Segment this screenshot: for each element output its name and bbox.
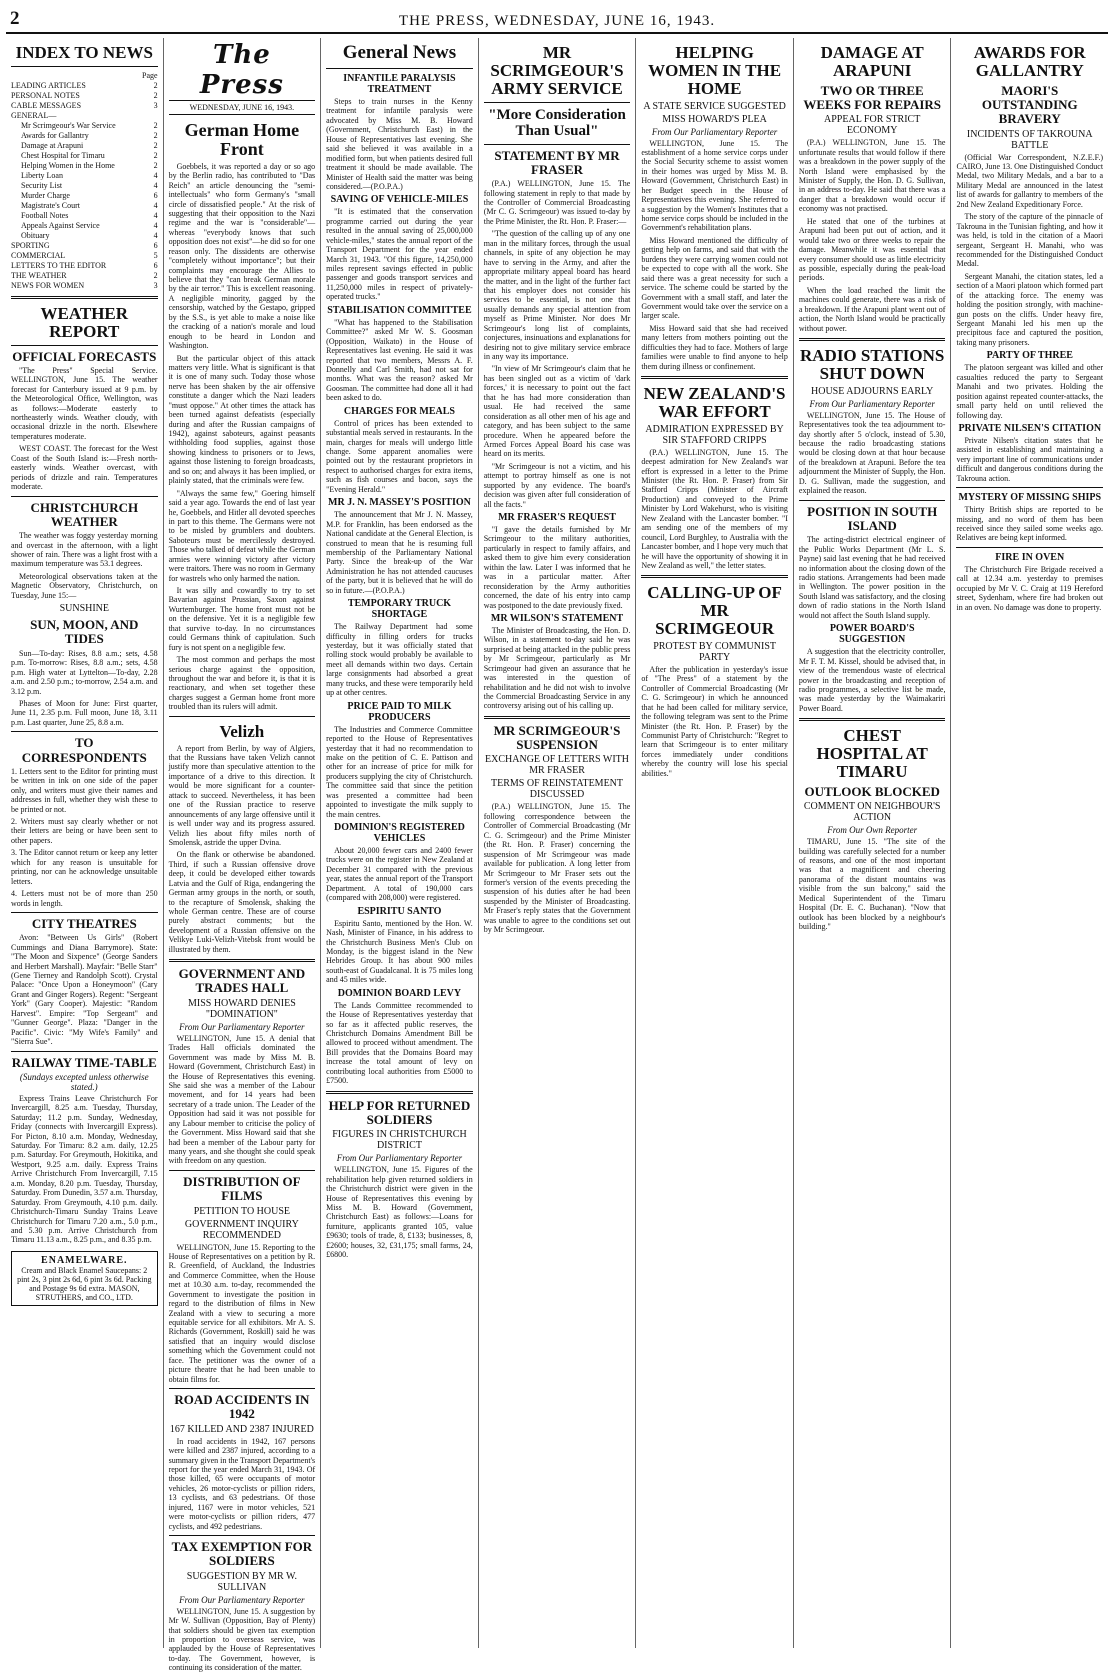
correspondents-item: 4. Letters must not be of more than 250 words in length. [11, 889, 158, 908]
news-item-heading: PRICE PAID TO MILK PRODUCERS [347, 700, 452, 723]
fraser-statement-paragraph: "Mr Scrimgeour is not a victim, and his attempt to portray himself as one is not supported by any evidence. The board's decision was given after full consideration of all the facts." [483, 461, 631, 509]
index-title: INDEX TO NEWS [15, 43, 153, 62]
column-3 [321, 38, 479, 1648]
returned-soldiers-subtitle: FIGURES IN CHRISTCHURCH DISTRICT [332, 1129, 467, 1152]
distribution-title: DISTRIBUTION OF FILMS [183, 1173, 301, 1204]
arapuni-paragraph: (P.A.) WELLINGTON, June 15. The unfortunate results that would follow if there was a breakdown in the power supply of the North Island were emphasised by the Minister of Supply, the Hon. D. G. Sullivan, in an address to-day. He said that there was a danger that a breakdown would occur if economy was not practised. [798, 138, 946, 214]
velizh-title: Velizh [219, 721, 265, 741]
correspondents-title: TO CORRESPONDENTS [21, 735, 147, 765]
returned-soldiers-title: HELP FOR RETURNED SOLDIERS [328, 1097, 471, 1127]
arapuni-subtitle: TWO OR THREE WEEKS FOR REPAIRS [803, 82, 942, 112]
newspaper-logo: The Press [169, 40, 316, 101]
helping-women-subtitle-2: MISS HOWARD'S PLEA [662, 113, 767, 125]
missing-ships-body: Thirty British ships are reported to be missing, and no word of them has been received since they sailed some weeks ago. Relatives are being kept informed. [956, 505, 1104, 543]
government-body: WELLINGTON, June 15. A denial that Trades Hall officials dominated the Government was made by Miss M. B. Howard (Government, Christchurch East) in the House of Representatives this evening. She said she was a member of the Labour movement, and for 14 years had been secretary of a trade union. The Leader of the Opposition had said it was not possible for any Labour member to criticise the policy of the Government. Miss Howard said that she had been a member of the Labour party for many years, and she thought she could speak with freedom on any question. [168, 1033, 316, 1166]
south-island-title: POSITION IN SOUTH ISLAND [807, 503, 938, 533]
gallantry-title: AWARDS FOR GALLANTRY [973, 43, 1086, 80]
theatres-body: Avon: "Between Us Girls" (Robert Cummings and Diana Barrymore). State: "The Moon and Sixpence" (George Sanders and Herbert Marshall). Mayfair: "Belle Starr" (Gene Tierney and Randolph Scott). Crystal Palace: "Once Upon a Honeymoon" (Cary Grant and Ginger Rogers). Regent: "Sergeant York" (Gary Cooper). Majestic: "Random Harvest". Empire: "Top Sergeant" and "Gunner George". Plaza: "Danger in the Pacific". Civic: "My Wife's Family" and "Sierra Sue". [11, 933, 158, 1047]
chch-weather-title: CHRISTCHURCH WEATHER [30, 499, 139, 529]
masthead-title: THE PRESS, WEDNESDAY, JUNE 16, 1943. [398, 13, 716, 29]
returned-soldiers-byline: From Our Parliamentary Reporter [336, 1153, 463, 1164]
theatres-title: CITY THEATRES [31, 915, 137, 931]
fraser-request-body: "I gave the details furnished by Mr Scrimgeour to the military authorities, particularly in respect to family affairs, and asked them to give him every consideration within the law. Later I was informed that he was in a particular matter. After reconsideration by the Army authorities concerned, the date of his entry into camp was postponed to the date previously fixed. [483, 525, 631, 610]
index-row: COMMERCIAL 5 [11, 250, 158, 260]
index-row: Murder Charge 6 [21, 190, 158, 200]
railway-title: RAILWAY TIME-TABLE [11, 1054, 157, 1070]
fire-in-oven-heading: FIRE IN OVEN [995, 551, 1065, 563]
fire-in-oven-body: The Christchurch Fire Brigade received a call at 12.34 a.m. yesterday to premises occupied by Mr V. C. Craig at 119 Hereford street, Sydenham, where fire had broken out in an oven. No damage was done to property. [956, 564, 1104, 612]
news-item-heading: DOMINION BOARD LEVY [337, 987, 462, 999]
news-item-body: The announcement that Mr J. N. Massey, M.P. for Franklin, has been endorsed as the National candidate at the General Election, is construed to mean that he is resuming full membership of the Parliamentary National Party. Since the break-up of the War Administration he has not attended caucuses of the party, but it is believed that he will do so in future.—(P.O.P.A.) [326, 510, 473, 595]
arapuni-title: DAMAGE AT ARAPUNI [820, 43, 924, 80]
railway-body: Express Trains Leave Christchurch For Invercargill, 8.25 a.m. Tuesday, Thursday, Saturday; 11.2 p.m. Sunday, Wednesday, Friday (connects with Invercargill Express). For Picton, 8.10 a.m. Monday, Wednesday, Saturday. For Timaru: 8.2 a.m. daily, 12.25 p.m. Saturday. For Greymouth, Hokitika, and Westport, 9.25 a.m. daily. Express Trains Arrive Christchurch From Invercargill, 7.15 a.m. Monday, 8.20 p.m. Tuesday, Thursday, Saturday. From Dunedin, 3.57 a.m. Thursday, Saturday. From Greymouth, 4.10 p.m. daily. Christchurch-Timaru Sunday Trains Leave Christchurch for Timaru 7.20 a.m., 5.0 p.m., and 5.30 p.m. Arrive Christchurch from Timaru 11.13 a.m., 8.25 p.m., and 8.35 p.m. [11, 1093, 158, 1245]
column-1 [6, 38, 164, 1648]
column-6 [794, 38, 952, 1648]
scrimgeour-quote: "More Consideration Than Usual" [488, 106, 626, 140]
radio-stations-subtitle: HOUSE ADJOURNS EARLY [811, 385, 934, 397]
index-row: Liberty Loan 4 [21, 170, 158, 180]
correspondents-item: 3. The Editor cannot return or keep any letter which for any reason is unsuitable for printing, nor can he acknowledge unsuitable letters. [11, 848, 158, 886]
editorial-paragraph: "Always the same few," Goering himself said a year ago. Towards the end of last year he, Goebbels, and Hitler all devoted speeches in part to this theme. The Germans were not to be misled by grumblers and doubters. Saboteurs must be mercilessly destroyed. Those who talked of defeat while the German armies were winning victory after victory were traitors. There was no room in Germany for wastrels who only harmed the nation. [168, 488, 316, 583]
road-accidents-subtitle: 167 KILLED AND 2387 INJURED [169, 1423, 314, 1435]
helping-women-byline: From Our Parliamentary Reporter [651, 126, 778, 137]
index-row: LETTERS TO THE EDITOR 6 [11, 260, 158, 270]
fraser-statement-paragraph: "The question of the calling up of any one man in the military forces, through the usual channels, in spite of any objection he may have to serving in the Army, and after the appropriate military appeal board has heard the matter, and in the light of the further fact that his employer does not consider his services to be essential, is not one that usually demands any special attention from myself as Prime Minister. Nor does Mr Scrimgeour's long list of complaints, conjectures, insinuations and explanations for desiring not to give military service embrace in any way its importance. [483, 229, 631, 361]
gallantry-paragraph: The story of the capture of the pinnacle of Takrouna in the Tunisian fighting, and how it was held, is told in the citation of a Maori sergeant, Sergeant H. Manahi, who was recommended for the Distinguished Conduct Medal. [956, 212, 1104, 269]
war-effort-subtitle: ADMIRATION EXPRESSED BY SIR STAFFORD CRIPPS [645, 423, 784, 446]
south-island-body: The acting-district electrical engineer of the Public Works Department (Mr L. S. Payne) said last evening that he had received no information about the closing down of the radio stations. Arrangements had been made in Wellington. The power position in the South Island was satisfactory, and the closing down of radio stations in the North Island would not affect the South Island supply. [798, 535, 946, 620]
wilson-statement-body: The Minister of Broadcasting, the Hon. D. Wilson, in a statement to-day said he was surprised at being attacked in the public press by Mr Scrimgeour, particularly as Mr Scrimgeour had given an assurance that he was interested in the question of rehabilitation and he did not wish to involve the Commercial Broadcasting Service in any controversy arising out of his calling up. [483, 625, 631, 711]
fraser-statement-paragraph: (P.A.) WELLINGTON, June 15. The following statement in reply to that made by the Controller of Commercial Broadcasting (Mr C. G. Scrimgeour) was issued to-day by the Prime Minister, the Rt. Hon. P. Fraser:— [483, 179, 631, 226]
index-row: Awards for Gallantry 2 [21, 130, 158, 140]
news-item-body: The Lands Committee recommended to the House of Representatives yesterday that so far as it affected public reserves, the Christchurch Domains Amendment Bill be allowed to proceed without amendment. The Bill provides that the Domains Board may increase the total amount of levy on contributing local authorities from £5000 to £7500. [326, 1000, 473, 1086]
dateline: WEDNESDAY, JUNE 16, 1943. [169, 103, 316, 115]
index-row: Security List 4 [21, 180, 158, 190]
ad-title: ENAMELWARE. [41, 1254, 128, 1266]
government-title: GOVERNMENT AND TRADES HALL [178, 966, 306, 996]
missing-ships-heading: MYSTERY OF MISSING SHIPS [958, 492, 1102, 504]
war-effort-title: NEW ZEALAND'S WAR EFFORT [643, 384, 786, 421]
arapuni-paragraph: When the load reached the limit the machines could generate, there was a risk of a breakdown. If the Arapuni plant went out of action, the North Island would be practically without power. [798, 285, 946, 333]
index-list: Page LEADING ARTICLES 2 PERSONAL NOTES 2 CABLE MESSAGES 3 GENERAL— Mr Scrimgeour's War Service 2 Awards for Gallantry 2 Damage at Arapuni 2 Chest Hospital for Timaru 2 Helping Women in the Home 2 Liberty Loan 4 Security List 4 Murder Charge 6 Magistrate's Court 4 Football Notes 4 Appeals Against Service 4 Obituary 4 SPORTING 6 COMMERCIAL 5 LETTERS TO THE EDITOR 6 THE WEATHER 2 NEWS FOR WOMEN 3 [11, 70, 158, 290]
chch-observations: Meteorological observations taken at the Magnetic Observatory, Christchurch, on Tuesday, June 15:— [11, 571, 158, 600]
news-item-body: Control of prices has been extended to substantial meals served in restaurants. In the main, charges for meals will undergo little change. Some apparent anomalies were pointed out by the restaurant proprietors in respect to authorised charges for extra items, such as fish courses and bacon, says the "Evening Herald." [326, 418, 473, 494]
calling-up-subtitle: PROTEST BY COMMUNIST PARTY [653, 640, 776, 663]
news-item-heading: ESPIRITU SANTO [357, 905, 442, 917]
war-effort-body: (P.A.) WELLINGTON, June 15. The deepest admiration for New Zealand's war effort is expressed in a letter to the Prime Minister (the Rt. Hon. P. Fraser) from Sir Stafford Cripps (Minister of Aircraft Production) and conveyed to the Prime Minister by Lord Wakehurst, who is visiting New Zealand with the Lancaster bomber. "I am sending one of the members of my council, Lord Burghley, to Australia with the Lancaster bomber, and I hope very much that he will have the opportunity of showing it in New Zealand as well," the letter states. [641, 447, 788, 570]
index-row: Football Notes 4 [21, 210, 158, 220]
chch-weather-body: The weather was foggy yesterday morning and overcast in the afternoon, with a light shower of rain. There was a light frost with a maximum temperature was 53.1 degrees. [11, 531, 158, 569]
suspension-subtitle: EXCHANGE OF LETTERS WITH MR FRASER [485, 754, 630, 777]
news-item-body: "What has happened to the Stabilisation Committee?" asked Mr W. S. Goosman (Opposition, Waikato) in the House of Representatives last evening. He said it was reported that two members, Messrs A. F. Donnelly and Carl Smith, had not sat for months. What was the reason? asked Mr Goosman. The committee had done all it had been asked to do. [326, 317, 473, 403]
arapuni-paragraph: He stated that one of the turbines at Arapuni had been put out of action, and it would take two or three weeks to repair the damage. Meanwhile it was essential that every consumer should use as little electricity as possible, especially during the peak-load periods. [798, 216, 946, 283]
editorial-paragraph: It was silly and cowardly to try to set Bavarian against Prussian, Saxon against Wurtemburger. The home front must not be on the defensive. Yet it is a negligible few that survive to-day. In no circumstances could Germans think of capitulation. Such fury is not spent on a negligible few. [168, 586, 316, 652]
news-item-body: About 20,000 fewer cars and 2400 fewer trucks were on the register in New Zealand at December 31 compared with the previous year, states the annual report of the Transport Department. A total of 190,000 cars (compared with 208,000) were registered. [326, 846, 473, 903]
ad-body: Cream and Black Enamel Saucepans: 2 pint 2s, 3 pint 2s 6d, 6 pint 3s 6d. Packing and Postage 9s 6d extra. MASON, STRUTHERS, and CO., LTD. [17, 1265, 152, 1302]
editorial-title: German Home Front [184, 120, 300, 159]
tax-exemption-subtitle: SUGGESTION BY MR W. SULLIVAN [186, 1570, 297, 1593]
tax-exemption-title: TAX EXEMPTION FOR SOLDIERS [171, 1539, 313, 1569]
news-item-body: "It is estimated that the conservation programme carried out during the year resulted in the annual saving of 25,000,000 vehicle-miles," states the annual report of the Transport Department for the year ended March 31, 1943. "Of this figure, 14,250,000 miles represent savings effected in public passenger and goods transport services and 11,250,000 miles in respect of privately-operated trucks." [326, 207, 473, 302]
news-item-body: Steps to train nurses in the Kenny treatment for infantile paralysis were advocated by Miss M. B. Howard (Government, Christchurch East) in the House of Representatives last evening. She said she believed it was available in a modified form, but when patients desired full treatment it should be made available. The Minister of Health said the matter was being considered.—(P.O.P.A.) [326, 97, 473, 191]
masthead [6, 10, 1108, 34]
news-item-body: The Industries and Commerce Committee reported to the House of Representatives yesterday that it had no recommendation to make on the petition of C. E. Pattison and other for an increase of price for milk for producers supplying the city of Christchurch. The committee said that since the petition was presented a committee had been appointed to investigate the milk supply to the main centres. [326, 724, 473, 819]
power-board-heading: POWER BOARD'S SUGGESTION [829, 623, 915, 646]
chest-hospital-body: TIMARU, June 15. "The site of the building was carefully selected for a number of reasons, and one of the most important was that a magnificent and cheering panorama of the distant mountains was visible from the sun balcony," said the Medical Superintendent of the Timaru Hospital (Dr. E. C. Buchanan). "Now that outlook has been blocked by a neighbour's building." [798, 837, 946, 932]
sun-moon-title: SUN, MOON, AND TIDES [30, 617, 139, 647]
index-row: GENERAL— [11, 110, 57, 120]
fraser-request-heading: MR FRASER'S REQUEST [498, 512, 616, 523]
enamelware-ad [11, 1251, 158, 1306]
forecast-title: OFFICIAL FORECASTS [12, 348, 157, 364]
news-item-body: The Railway Department had some difficulty in filling orders for trucks yesterday, but it was officially stated that rolling stock would probably be available to meet all demands within two days. Certain large consignments had absorbed a great many trucks, and these were temporarily held up at other centres. [326, 622, 473, 698]
distribution-subtitle: PETITION TO HOUSE [193, 1205, 291, 1217]
index-row: THE WEATHER 2 [11, 270, 158, 280]
party-of-three-body: The platoon sergeant was killed and other casualties reduced the party to Sergeant Manahi and two privates. Holding the position against repeated counter-attacks, the small party held on until relieved the following day. [956, 363, 1104, 420]
helping-women-paragraph: Miss Howard said that she had received many letters from mothers pointing out the difficulties they had to face. Mothers of large families were unable to find anyone to help them during illness or confinement. [641, 323, 788, 371]
index-row: NEWS FOR WOMEN 3 [11, 280, 158, 290]
nilsen-body: Private Nilsen's citation states that he assisted in establishing and maintaining a very important line of communications under difficult and dangerous conditions during the Takrouna action. [956, 435, 1104, 483]
news-item-heading: TEMPORARY TRUCK SHORTAGE [347, 598, 452, 621]
road-accidents-body: In road accidents in 1942, 167 persons were killed and 2387 injured, according to a summary given in the Transport Department's report for the year ended March 31, 1943. Of those killed, 65 were occupants of motor vehicles, 26 motor-cyclists or pillion riders, 13 cyclists, and 63 pedestrians. Of those injured, 1167 were in motor vehicles, 521 were motor-cyclists or pillion riders, 477 cyclists, and 492 pedestrians. [168, 1436, 316, 1531]
arapuni-subtitle-2: APPEAL FOR STRICT ECONOMY [824, 114, 921, 137]
index-row: Helping Women in the Home 2 [21, 160, 158, 170]
index-row: Obituary 4 [21, 230, 158, 240]
news-item-heading: STABILISATION COMMITTEE [327, 304, 472, 316]
radio-stations-byline: From Our Parliamentary Reporter [809, 398, 935, 409]
news-item-heading: DOMINION'S REGISTERED VEHICLES [334, 822, 465, 844]
index-row: Mr Scrimgeour's War Service 2 [21, 120, 158, 130]
helping-women-subtitle: A STATE SERVICE SUGGESTED [643, 100, 786, 112]
government-byline: From Our Parliamentary Reporter [179, 1021, 305, 1032]
news-item-heading: CHARGES FOR MEALS [343, 405, 455, 417]
column-2 [164, 38, 322, 1673]
column-5 [636, 38, 794, 1648]
velizh-body-continued: On the flank or otherwise be abandoned. Third, if such a Russian offensive drove deep, it could be developed either towards Latvia and the Gulf of Riga, endangering the German army groups in the north, or south, to the recapture of Smolensk, shaking the whole German centre. These are of course purely abstract comments; but the development of a Russian offensive on the Velikye Luki-Velizh-Vitebsk front would be illustrated by them. [168, 850, 316, 954]
moon-phases: Phases of Moon for June: First quarter, June 11, 2.35 p.m. Full moon, June 18, 3.11 p.m. Last quarter, June 25, 8.8 a.m. [11, 698, 158, 727]
radio-stations-body: WELLINGTON, June 15. The House of Representatives took the tea adjournment to-day shortly after 5 o'clock, instead of 5.30, because the radio broadcasting stations would be closing down at that hour because of the breakdown at Arapuni. Before the tea adjournment the Minister of Supply, the Hon. D. G. Sullivan, made the suggestion, and explained the reason. [798, 410, 946, 496]
gallantry-subtitle: MAORI'S OUTSTANDING BRAVERY [981, 82, 1078, 127]
editorial-paragraph: But the particular object of this attack matters very little. What is significant is that it is one of many such. Today those whose nerve has been shaken by the air offensive constitute a danger which the Nazi leaders "must oppose." At other times the attack has been turned against defeatists (especially during and after the Russian campaigns of 1942), against saboteurs, against peasants withholding food supplies, against those showing kindness to prisoners or to Jews, against those listening to foreign broadcasts, and so on; and always it has been implied, or plainly stated, that the criminals were few. [168, 353, 316, 486]
gallantry-subtitle-2: INCIDENTS OF TAKROUNA BATTLE [966, 128, 1093, 151]
distribution-subtitle-2: GOVERNMENT INQUIRY RECOMMENDED [184, 1218, 299, 1241]
correspondents-item: 2. Writers must say clearly whether or not their letters are being or have been sent to other papers. [11, 817, 158, 845]
forecast-body: "The Press" Special Service. WELLINGTON, June 15. The weather forecast for Canterbury issued at 9 p.m. by the Meteorological Office, Wellington, was as follows:—Moderate easterly to northeasterly winds. Weather cloudy, with occasional drizzle in the north. Elsewhere temperatures moderate. [11, 365, 158, 441]
index-row: LEADING ARTICLES 2 [11, 80, 158, 90]
chest-hospital-title: CHEST HOSPITAL AT TIMARU [816, 726, 928, 781]
weather-title: WEATHER REPORT [40, 303, 129, 341]
power-board-body: A suggestion that the electricity controller, Mr F. T. M. Kissel, should be advised that, in view of the tremendous waste of electrical power in the broadcasting and reception of radio programmes, a selective list be made, was made yesterday by the Waimakariri Power Board. [798, 647, 946, 713]
column-7 [951, 38, 1108, 1648]
news-item-heading: MR J. N. MASSEY'S POSITION [328, 497, 471, 509]
correspondents-item: 1. Letters sent to the Editor for printing must be written in ink on one side of the paper only, and writers must give their names and addresses in full, whether they wish these to be printed or not. [11, 766, 158, 814]
suspension-title: MR SCRIMGEOUR'S SUSPENSION [493, 722, 621, 753]
calling-up-body: After the publication in yesterday's issue of "The Press" of a statement by the Controller of Commercial Broadcasting (Mr C. G. Scrimgeour) in which he announced that he had been called for military service, the following telegram was sent to the Prime Minister (the Rt. Hon. P. Fraser) by the Communist Party of Christchurch: "Regret to learn that Scrimgeour is to enter military forces immediately under conditions whereby the country will lose his special abilities." [641, 664, 788, 778]
tax-exemption-body: WELLINGTON, June 15. A suggestion by Mr W. Sullivan (Opposition, Bay of Plenty) that soldiers should be given tax exemption in proportion to overseas service, was applauded by the House of Representatives to-day. The Government, however, is continuing its consideration of the matter. [168, 1606, 316, 1673]
index-row: Magistrate's Court 4 [21, 200, 158, 210]
distribution-body: WELLINGTON, June 15. Reporting to the House of Representatives on a petition by R. R. Greenfield, of Auckland, the Industries and Commerce Committee, when the House met at 10.30 a.m. to-day, recommended the Government to investigate the position in regard to the distribution of films in New Zealand with a view to securing a more equitable service for all exhibitors. Mr A. S. Richards (Government, Roskill) said he was satisfied that an inquiry would disclose something which the Government could not face. The petitioner was the owner of a picture theatre that he had been unable to obtain films for. [168, 1242, 316, 1384]
index-row: SPORTING 6 [11, 240, 158, 250]
returned-soldiers-body: WELLINGTON, June 15. Figures of the rehabilitation help given returned soldiers in the Christchurch district were given in the House of Representatives this evening by Miss M. B. Howard (Government, Christchurch East) as follows:—Loans for furniture, applicants granted 105, value £9630; tools of trade, 8, £133; businesses, 8, £2600; houses, 32, £31,175; small farms, 24, £6800. [326, 1165, 473, 1260]
index-row: PERSONAL NOTES 2 [11, 90, 158, 100]
news-item-body: Espiritu Santo, mentioned by the Hon. W. Nash, Minister of Finance, in his address to the Christchurch Business Men's Club on Monday, is the biggest island in the New Hebrides Group. It has about 900 miles south-east of Guadalcanal. It is 75 miles long and 45 miles wide. [326, 918, 473, 985]
nilsen-heading: PRIVATE NILSEN'S CITATION [958, 422, 1102, 434]
sun-body: Sun—To-day: Rises, 8.8 a.m.; sets, 4.58 p.m. To-morrow: Rises, 8.8 a.m.; sets, 4.58 p.m. High water at Lyttelton—To-day, 2.28 a.m. and 2.50 p.m.; to-morrow, 2.54 a.m. and 3.12 p.m. [11, 648, 158, 696]
page-number: 2 [10, 8, 20, 29]
index-row: CABLE MESSAGES 3 [11, 100, 158, 110]
fraser-statement-title: STATEMENT BY MR FRASER [494, 147, 620, 177]
editorial-paragraph: The most common and perhaps the most serious charge against the opposition, throughout the war and before it, is that it is reactionary, and when set together these charges suggest a German home front more troubled than its rulers will admit. [168, 655, 316, 712]
road-accidents-title: ROAD ACCIDENTS IN 1942 [174, 1392, 310, 1422]
chest-hospital-subtitle: OUTLOOK BLOCKED [804, 783, 940, 799]
scrimgeour-title: MR SCRIMGEOUR'S ARMY SERVICE [490, 43, 624, 98]
general-news-title: General News [342, 42, 457, 63]
chest-hospital-subtitle-2: COMMENT ON NEIGHBOUR'S ACTION [803, 801, 941, 824]
government-subtitle: MISS HOWARD DENIES "DOMINATION" [187, 997, 296, 1020]
west-coast-forecast: WEST COAST. The forecast for the West Coast of the South Island is:—Fresh north-easterly winds. Weather overcast, with periods of drizzle and rain. Temperatures moderate. [11, 444, 158, 492]
helping-women-paragraph: Miss Howard mentioned the difficulty of getting help on farms, and said that with the burdens they were carrying women could not be expected to cope with all the work. She said there was a great necessity for such a service. The scheme could be started by the Government with a small staff, and later the Government would take over the service on a larger scale. [641, 235, 788, 321]
editorial-paragraph: Goebbels, it was reported a day or so ago by the Berlin radio, has contributed to "Das Reich" an article denouncing the "semi-intellectuals" who form Germany's "small circle of dissatisfied people." At the risk of suggesting that their opposition to the Nazi regime and the war is "considerable"—whereas "everybody knows that such opposition does not exist"—he did so for one reason only. The dissidents are otherwise "completely without importance"; but their complaints may encourage the Allies to believe that they "can break German morale by the air terror." This is excellent reasoning. A negligible minority, gagged by the censorship, watched by the Gestapo, gripped by the S.S., is yet able to make a noise like the cracking of a nation's morale and loud enough to be heard in London and Washington. [168, 161, 316, 351]
helping-women-paragraph: WELLINGTON, June 15. The establishment of a home service corps under the Social Security scheme to assist women in their homes was urged by Miss M. B. Howard (Government, Christchurch East) in her Budget speech in the House of Representatives this evening. She referred to a suggestion by the Women's Institutes that a home service corps should be included in the Government's rehabilitation plans. [641, 138, 788, 233]
tax-exemption-byline: From Our Parliamentary Reporter [179, 1594, 305, 1605]
columns [6, 34, 1108, 1673]
railway-subtitle: (Sundays excepted unless otherwise stated.) [19, 1071, 149, 1092]
radio-stations-title: RADIO STATIONS SHUT DOWN [799, 346, 945, 383]
news-item-heading: SAVING OF VEHICLE-MILES [330, 194, 469, 206]
column-4 [479, 38, 637, 1648]
helping-women-title: HELPING WOMEN IN THE HOME [648, 43, 782, 98]
index-row: Damage at Arapuni 2 [21, 140, 158, 150]
suspension-body: (P.A.) WELLINGTON, June 15. The following correspondence between the Controller of Commercial Broadcasting (Mr C. G. Scrimgeour) and the Prime Minister (the Rt. Hon. P. Fraser) concerning the suspension of Mr Scrimgeour was made available for publication. A long letter from Mr Scrimgeour to Mr Fraser sets out the former's version of the events preceding the suspension of his duties after he had been suspended by the Minister of Broadcasting. Mr Fraser's reply states that the Government was unable to agree to the conditions set out by Mr Scrimgeour. [483, 802, 631, 935]
wilson-statement-heading: MR WILSON'S STATEMENT [490, 612, 624, 624]
fraser-statement-paragraph: "In view of Mr Scrimgeour's claim that he has been singled out as a victim of 'dark forces,' it is necessary to point out the fact that he has had more consideration than usual. He had received the same consideration as all other men of his age and category, and has been subject to the same procedure. When he appeared before the Armed Forces Appeal Board his case was heard on its merits. [483, 364, 631, 459]
gallantry-paragraph: Sergeant Manahi, the citation states, led a section of a Maori platoon which formed part of the attacking force. The enemy was holding the position strongly, with machine-gun posts on the cliffs. Under heavy fire, Sergeant Manahi led his men up the precipitous face and captured the position, taking many prisoners. [956, 271, 1104, 347]
calling-up-title: CALLING-UP OF MR SCRIMGEOUR [647, 583, 782, 639]
gallantry-paragraph: (Official War Correspondent, N.Z.E.F.) CAIRO, June 13. One Distinguished Conduct Medal, two Military Medals, and a bar to a Military Medal are announced in the latest list of awards for gallantry to members of the 2nd New Zealand Expeditionary Force. [956, 152, 1104, 209]
velizh-body: A report from Berlin, by way of Algiers, that the Russians have taken Velizh cannot justify more than speculative attention to the importance of a drive to this direction. It would be more significant for a counter-attack to succeed. Nevertheless, it has been one of the Russian practice to reserve announcements of any large offensive until it is well under way and its progress assured. Velizh lies about fifty miles north of Smolensk, astride the upper Dvina. [168, 743, 316, 847]
index-row: Appeals Against Service 4 [21, 220, 158, 230]
chest-hospital-byline: From Our Own Reporter [827, 825, 918, 836]
suspension-subtitle-2: TERMS OF REINSTATEMENT DISCUSSED [491, 778, 624, 801]
party-of-three-heading: PARTY OF THREE [986, 350, 1073, 362]
index-row: Chest Hospital for Timaru 2 [21, 150, 158, 160]
sunshine-title: SUNSHINE [59, 603, 110, 615]
news-item-heading: INFANTILE PARALYSIS TREATMENT [343, 73, 456, 95]
